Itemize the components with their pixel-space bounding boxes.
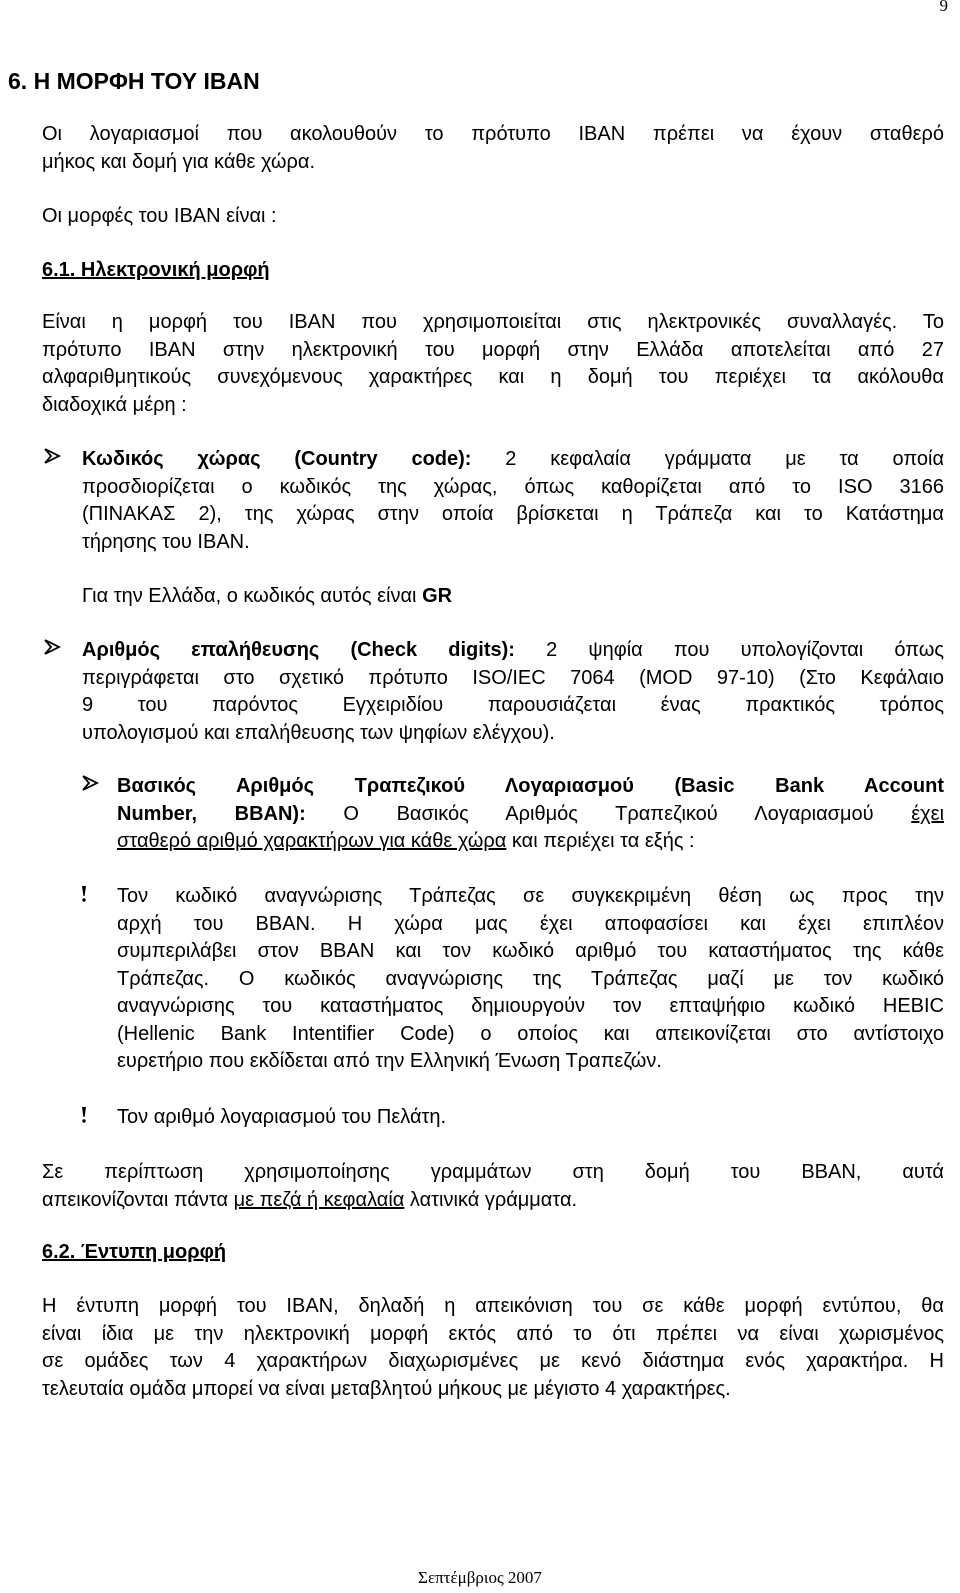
- exclamation-bullet-icon: [77, 1104, 91, 1135]
- text-fragment: λατινικά γράμματα.: [404, 1188, 578, 1211]
- text-line: (ΠΙΝΑΚΑΣ 2), της χώρας στην οποία βρίσκεται η Τράπεζα και το Κατάστημα: [82, 503, 944, 525]
- text-line: σε ομάδες των 4 χαρακτήρων διαχωρισμένες με κενό διάστημα ενός χαρακτήρα. Η: [42, 1350, 944, 1372]
- text-line: συμπεριλάβει στον BBAN και τον κωδικό αριθμό του καταστήματος της κάθε: [117, 940, 944, 962]
- text-line: πρότυπο IBAN στην ηλεκτρονική του μορφή στην Ελλάδα αποτελείται από 27: [42, 338, 944, 361]
- text-fragment: 2 κεφαλαία γράμματα με τα οποία: [471, 448, 945, 470]
- underlined-text: σταθερό αριθμό χαρακτήρων για κάθε χώρα: [117, 830, 507, 852]
- text-fragment: 2 ψηφία που υπολογίζονται όπως: [514, 639, 944, 661]
- section-title: Έντυπη μορφή: [80, 1241, 227, 1263]
- greece-code-line: [82, 583, 944, 611]
- section-number: 6.2.: [42, 1241, 81, 1263]
- text-line: περιγράφεται στο σχετικό πρότυπο ISO/IEC 7064 (MOD 97-10) (Στο Κεφάλαιο: [82, 666, 944, 689]
- text-line: 9 του παρόντος Εγχειριδίου παρουσιάζεται ένας πρακτικός τρόπος: [82, 694, 944, 716]
- bban-item: [80, 773, 944, 856]
- text-line: Η έντυπη μορφή του IBAN, δηλαδή η απεικόνιση του σε κάθε μορφή εντύπου, θα: [42, 1295, 944, 1317]
- text-line: Τον αριθμό λογαριασμού του Πελάτη.: [117, 1106, 447, 1128]
- section-6-2-paragraph: [42, 1293, 944, 1403]
- underlined-text: με πεζά ή κεφαλαία: [233, 1188, 405, 1211]
- text-line: [42, 1187, 944, 1215]
- text-line: [82, 637, 944, 665]
- text-fragment: Ο Βασικός Αριθμός Τραπεζικού Λογαριασμού: [305, 802, 912, 825]
- text-line: αρχή του BBAN. Η χώρα μας έχει αποφασίσει και έχει επιπλέον: [117, 912, 944, 935]
- country-code-item: [42, 446, 944, 556]
- bban-subitem-bank-code: [117, 883, 944, 1076]
- arrow-bullet-icon: [42, 637, 64, 666]
- text-line: [82, 583, 944, 611]
- forms-line: [42, 203, 944, 231]
- bullet-label: Βασικός Αριθμός Τραπεζικού Λογαριασμού (Basic Bank Account: [117, 775, 944, 797]
- section-6-1-paragraph: [42, 309, 944, 419]
- text-line: Οι μορφές του IBAN είναι :: [42, 205, 277, 227]
- page-footer: Σεπτέμβριος 2007: [418, 1568, 542, 1587]
- text-line: [117, 801, 944, 829]
- text-line: Οι λογαριασμοί που ακολουθούν το πρότυπο IBAN πρέπει να έχουν σταθερό: [42, 123, 944, 145]
- text-line: (Hellenic Bank Intentifier Code) ο οποίος και απεικονίζεται στο αντίστοιχο: [117, 1022, 944, 1045]
- check-digits-item: [42, 637, 944, 747]
- text-fragment: Για την Ελλάδα, ο κωδικός αυτός είναι: [82, 585, 423, 607]
- text-line: ευρετήριο που εκδίδεται από την Ελληνική Ένωση Τραπεζών.: [117, 1050, 662, 1072]
- text-line: μήκος και δομή για κάθε χώρα.: [42, 150, 316, 173]
- section-title: Ηλεκτρονική μορφή: [80, 259, 270, 281]
- arrow-bullet-icon: [42, 446, 64, 475]
- bullet-label: Αριθμός επαλήθευσης (Check digits):: [82, 639, 515, 661]
- text-line: τήρησης του IBAN.: [82, 530, 250, 553]
- section-number: 6.1.: [42, 259, 81, 281]
- text-line: Τράπεζας. Ο κωδικός αναγνώρισης της Τράπεζας μαζί με τον κωδικό: [117, 967, 944, 990]
- bullet-label: Number, BBAN):: [117, 802, 306, 825]
- text-fragment: απεικονίζονται πάντα: [42, 1188, 234, 1211]
- text-line: [82, 446, 944, 474]
- text-line: Τον κωδικό αναγνώρισης Τράπεζας σε συγκεκριμένη θέση ως προς την: [117, 885, 944, 907]
- text-line: Σε περίπτωση χρησιμοποίησης γραμμάτων στη δομή του BBAN, αυτά: [42, 1161, 944, 1183]
- underlined-text: έχει: [911, 802, 945, 825]
- bban-subitem-account-number: [117, 1104, 944, 1132]
- letters-paragraph: [42, 1159, 944, 1214]
- text-line: [117, 828, 944, 856]
- text-line: αναγνώρισης του καταστήματος δημιουργούν τον επταψήφιο κωδικό HEBIC: [117, 995, 944, 1017]
- section-6-intro: [42, 121, 944, 176]
- text-line: Είναι η μορφή του IBAN που χρησιμοποιείται στις ηλεκτρονικές συναλλαγές. Το: [42, 311, 944, 333]
- exclamation-bullet-icon: [77, 883, 91, 914]
- text-line: αλφαριθμητικούς συνεχόμενους χαρακτήρες και η δομή του περιέχει τα ακόλουθα: [42, 366, 944, 388]
- text-line: είναι ίδια με την ηλεκτρονική μορφή εκτός από το ότι πρέπει να είναι χωρισμένος: [42, 1322, 944, 1345]
- text-line: προσδιορίζεται ο κωδικός της χώρας, όπως καθορίζεται από το ISO 3166: [82, 475, 944, 498]
- section-6-1-heading: [42, 259, 270, 282]
- section-6-heading: 6. Η ΜΟΡΦΗ ΤΟΥ IBAN: [8, 68, 260, 94]
- text-fragment: και περιέχει τα εξής :: [506, 830, 695, 852]
- text-line: υπολογισμού και επαλήθευσης των ψηφίων ελέγχου).: [82, 721, 555, 744]
- page-number: 9: [939, 0, 948, 15]
- arrow-bullet-icon: [80, 773, 102, 802]
- text-line: [117, 773, 944, 801]
- country-code-value: GR: [422, 585, 453, 607]
- text-line: τελευταία ομάδα μπορεί να είναι μεταβλητού μήκους με μέγιστο 4 χαρακτήρες.: [42, 1377, 731, 1400]
- text-line: διαδοχικά μέρη :: [42, 393, 187, 416]
- bullet-label: Κωδικός χώρας (Country code):: [82, 448, 472, 470]
- section-6-2-heading: [42, 1241, 226, 1264]
